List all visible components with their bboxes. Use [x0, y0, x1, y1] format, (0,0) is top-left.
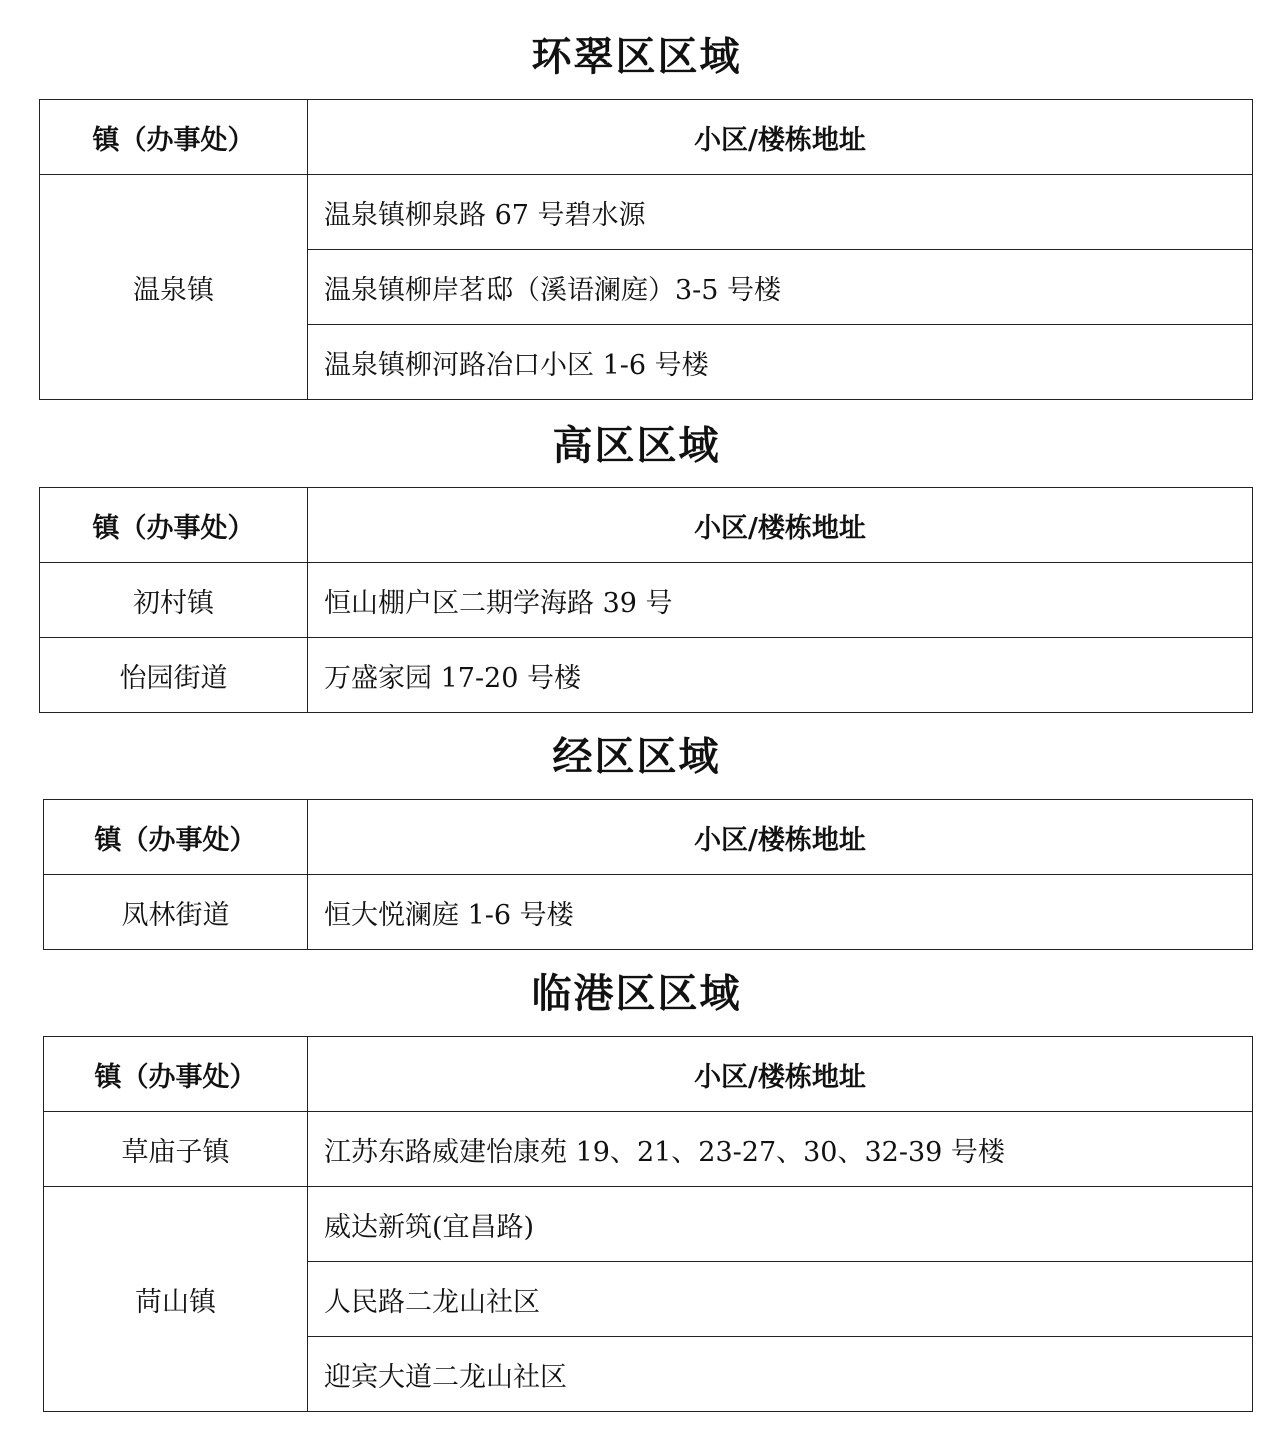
- section-title-gaoqu: 高区区域: [552, 422, 721, 469]
- address-cell: 万盛家园 17-20 号楼: [308, 638, 1253, 713]
- header-address: 小区/楼栋地址: [308, 1037, 1253, 1112]
- table-header-row: [44, 800, 1253, 875]
- town-cell: 初村镇: [40, 563, 308, 638]
- region-table-huancui: [39, 99, 1253, 400]
- region-table-jingqu: [43, 799, 1253, 950]
- address-cell: 温泉镇柳岸茗邸（溪语澜庭）3-5 号楼: [308, 250, 1253, 325]
- header-address: 小区/楼栋地址: [308, 100, 1253, 175]
- header-town: 镇（办事处）: [40, 100, 308, 175]
- section-title-lingang: 临港区区域: [531, 970, 742, 1017]
- header-address: 小区/楼栋地址: [308, 800, 1253, 875]
- region-table-gaoqu: [39, 487, 1253, 713]
- header-town: 镇（办事处）: [44, 800, 308, 875]
- table-header-row: [44, 1037, 1253, 1112]
- table-row: [44, 1187, 1253, 1262]
- header-town: 镇（办事处）: [44, 1037, 308, 1112]
- address-cell: 迎宾大道二龙山社区: [308, 1337, 1253, 1412]
- address-cell: 温泉镇柳河路冶口小区 1-6 号楼: [308, 325, 1253, 400]
- town-cell: 苘山镇: [44, 1187, 308, 1412]
- address-cell: 人民路二龙山社区: [308, 1262, 1253, 1337]
- address-cell: 江苏东路威建怡康苑 19、21、23-27、30、32-39 号楼: [308, 1112, 1253, 1187]
- header-address: 小区/楼栋地址: [308, 488, 1253, 563]
- section-title-huancui: 环翠区区域: [531, 33, 742, 80]
- table-row: [40, 638, 1253, 713]
- town-cell: 草庙子镇: [44, 1112, 308, 1187]
- table-header-row: [40, 100, 1253, 175]
- section-title-jingqu: 经区区域: [552, 733, 721, 780]
- town-cell: 温泉镇: [40, 175, 308, 400]
- table-row: [40, 175, 1253, 250]
- region-table-lingang: [43, 1036, 1253, 1412]
- table-row: [44, 1112, 1253, 1187]
- address-cell: 威达新筑(宜昌路): [308, 1187, 1253, 1262]
- town-cell: 怡园街道: [40, 638, 308, 713]
- address-cell: 温泉镇柳泉路 67 号碧水源: [308, 175, 1253, 250]
- town-cell: 凤林街道: [44, 875, 308, 950]
- address-cell: 恒山棚户区二期学海路 39 号: [308, 563, 1253, 638]
- table-header-row: [40, 488, 1253, 563]
- table-row: [40, 563, 1253, 638]
- header-town: 镇（办事处）: [40, 488, 308, 563]
- table-row: [44, 875, 1253, 950]
- address-cell: 恒大悦澜庭 1-6 号楼: [308, 875, 1253, 950]
